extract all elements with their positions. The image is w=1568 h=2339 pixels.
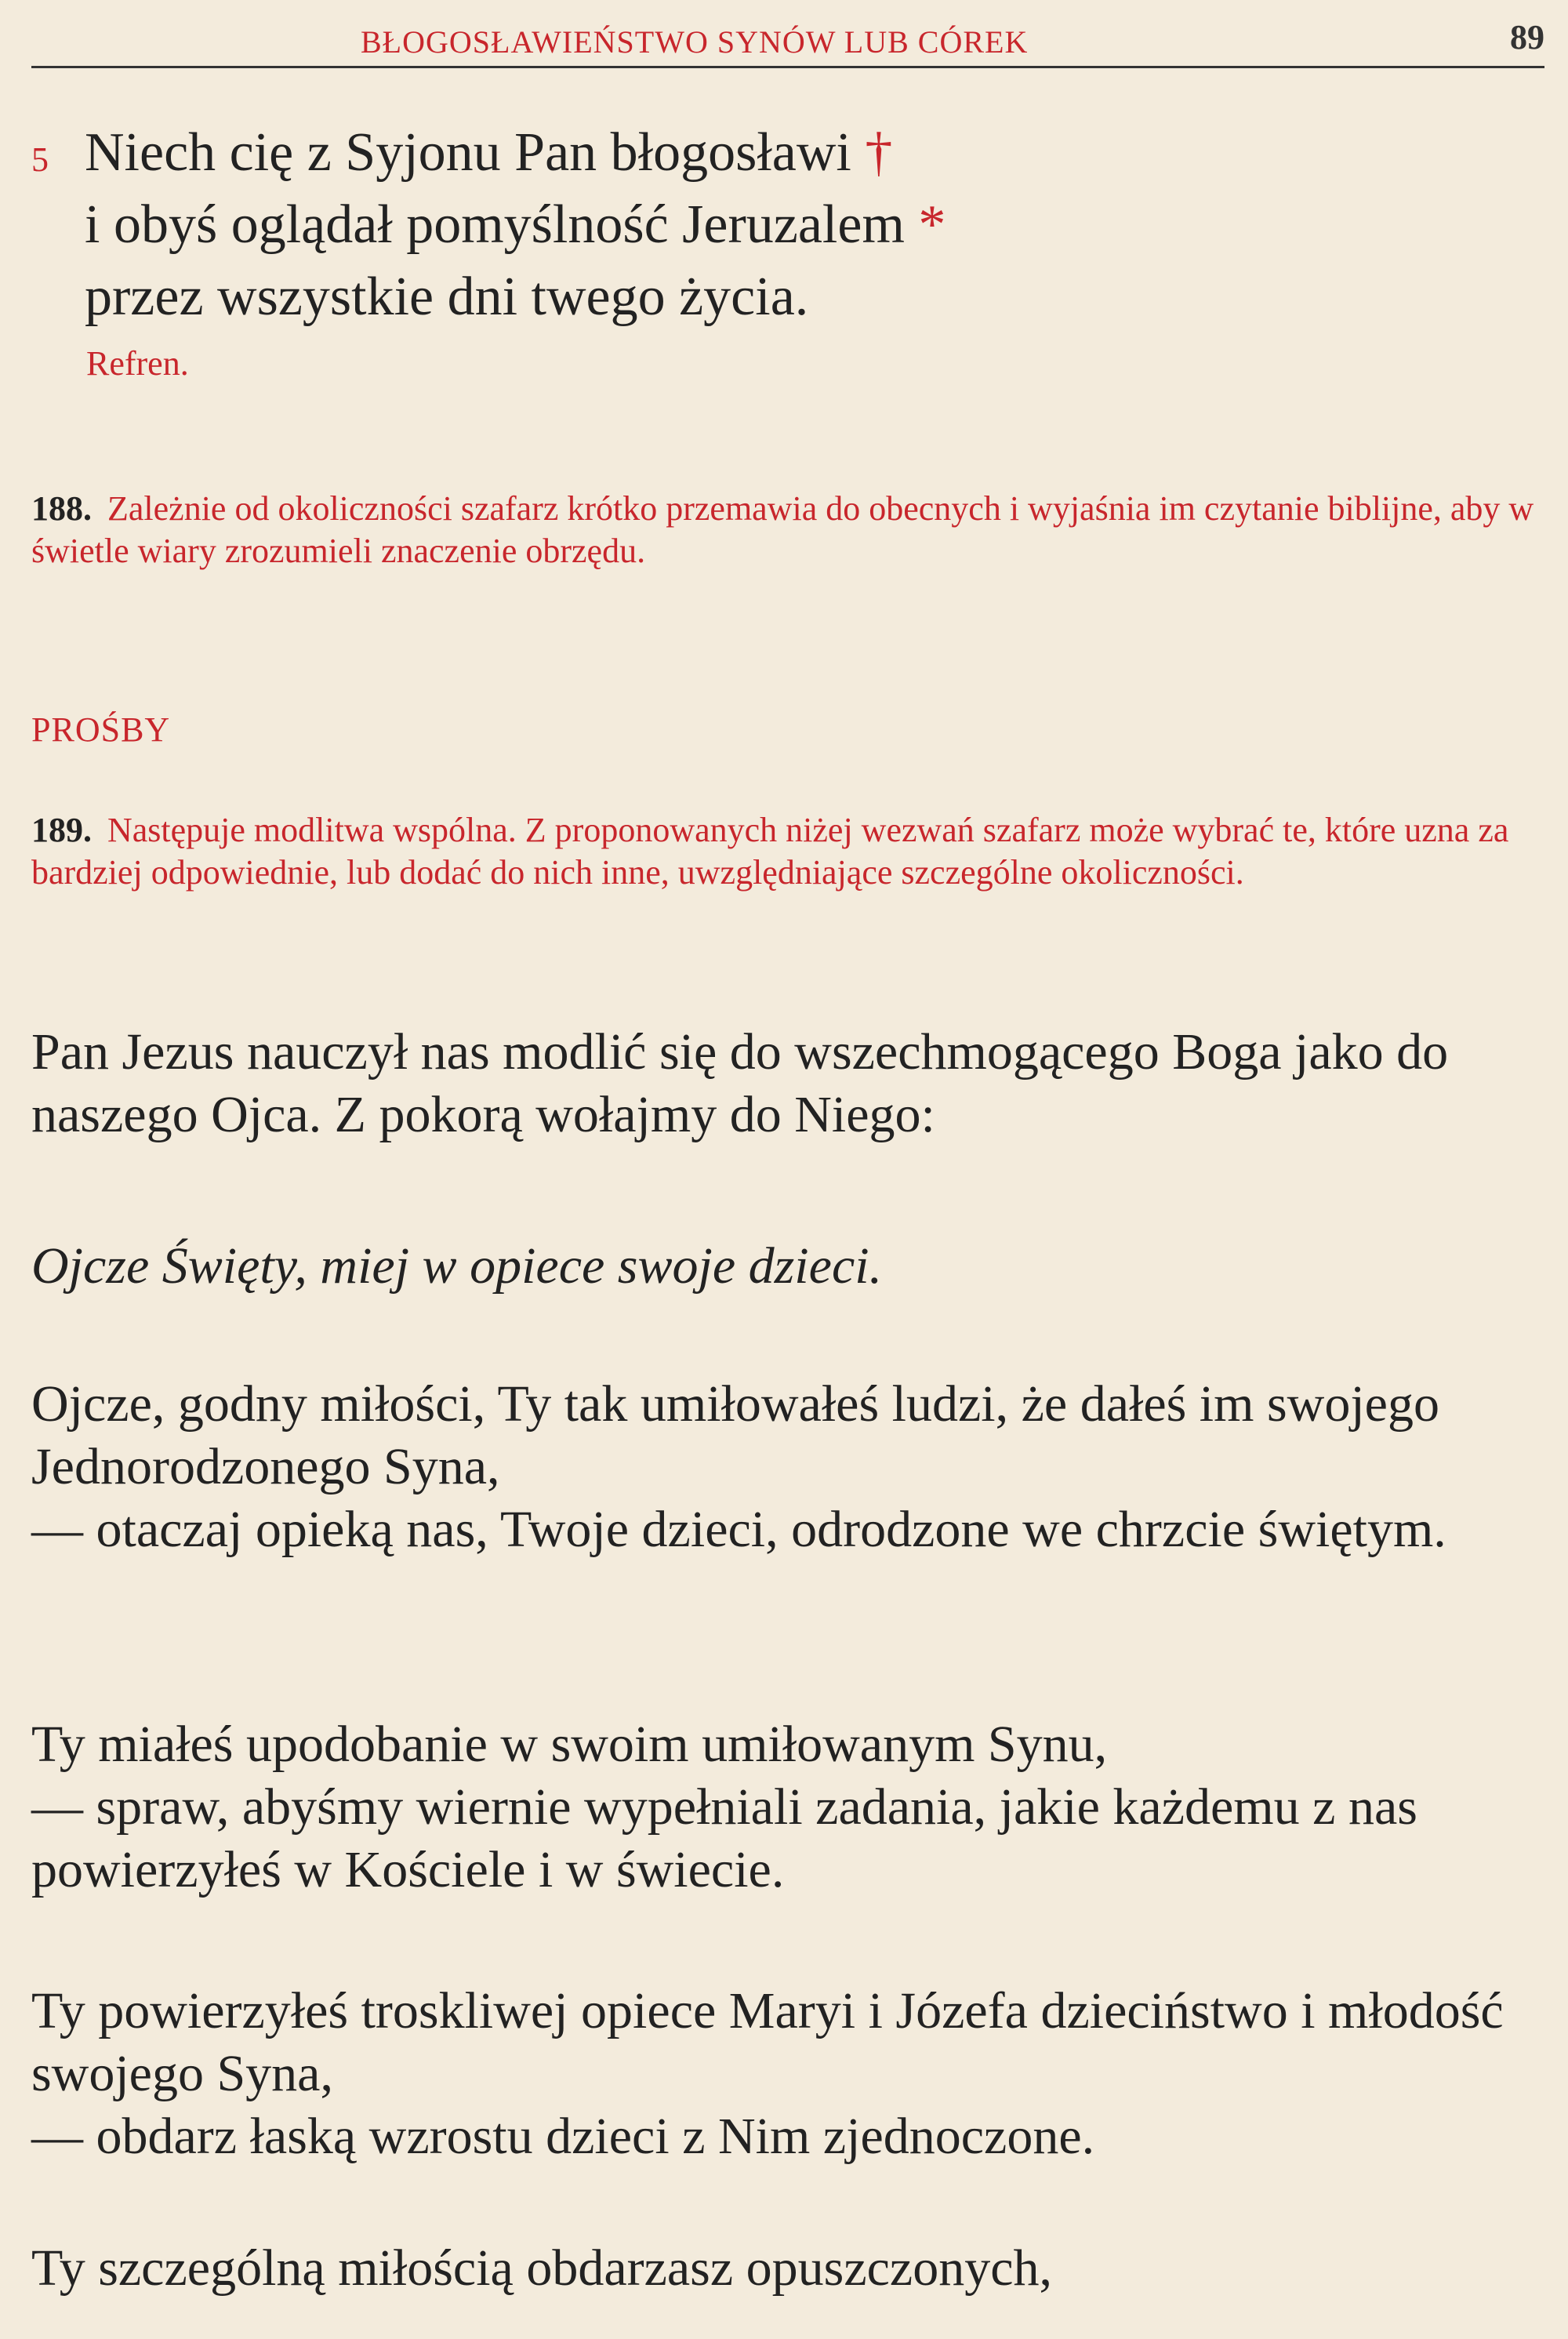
petition-2-request: — spraw, abyśmy wiernie wypełniali zadania, jakie każdemu z nas powierzyłeś w Kościele i w świecie. — [31, 1778, 1417, 1898]
petition-4-invocation: Ty szczególną miłością obdarzasz opuszczonych, — [31, 2239, 1053, 2297]
section-title: PROŚBY — [31, 710, 171, 749]
rubric-188 — [31, 488, 1544, 572]
petition-3-invocation: Ty powierzyłeś troskliwej opiece Maryi i Józefa dzieciństwo i młodość swojego Syna, — [31, 1982, 1504, 2102]
petition-2-invocation: Ty miałeś upodobanie w swoim umiłowanym Synu, — [31, 1716, 1108, 1773]
running-header — [31, 11, 1544, 68]
psalm-line-2 — [85, 194, 946, 255]
dagger-mark: † — [865, 122, 893, 183]
refrain-label: Refren. — [86, 344, 189, 383]
petition-1-request: — otaczaj opieką nas, Twoje dzieci, odrodzone we chrzcie świętym. — [31, 1501, 1446, 1558]
prayer-response: Ojcze Święty, miej w opiece swoje dzieci. — [31, 1237, 883, 1295]
psalm-line-1 — [85, 122, 893, 183]
prayer-introduction: Pan Jezus nauczył nas modlić się do wszechmogącego Boga jako do naszego Ojca. Z pokorą wołajmy do Niego: — [31, 1023, 1449, 1143]
verse-number: 5 — [31, 140, 49, 179]
rubric-189 — [31, 809, 1544, 894]
asterisk-mark: * — [918, 194, 946, 255]
header-title: BŁOGOSŁAWIEŃSTWO SYNÓW LUB CÓREK — [361, 24, 1029, 60]
rubric-text: Zależnie od okoliczności szafarz krótko przemawia do obecnych i wyjaśnia im czytanie biblijne, aby w świetle wiary zrozumieli znaczenie obrzędu. — [31, 489, 1534, 571]
petition-3-request: — obdarz łaską wzrostu dzieci z Nim zjednoczone. — [31, 2108, 1095, 2165]
rubric-number: 189. — [31, 811, 92, 849]
psalm-line-3: przez wszystkie dni twego życia. — [85, 267, 809, 327]
rubric-text: Następuje modlitwa wspólna. Z proponowanych niżej wezwań szafarz może wybrać te, które uzna za bardziej odpowiednie, lub dodać do nich inne, uwzględniające szczególne okoliczności. — [31, 811, 1509, 892]
page-number: 89 — [1510, 18, 1544, 56]
rubric-number: 188. — [31, 489, 92, 528]
psalm-line-1-text: Niech cię z Syjonu Pan błogosławi — [85, 122, 851, 183]
psalm-line-2-text: i obyś oglądał pomyślność Jeruzalem — [85, 194, 905, 255]
petition-1-invocation: Ojcze, godny miłości, Ty tak umiłowałeś ludzi, że dałeś im swojego Jednorodzonego Syna, — [31, 1375, 1439, 1495]
